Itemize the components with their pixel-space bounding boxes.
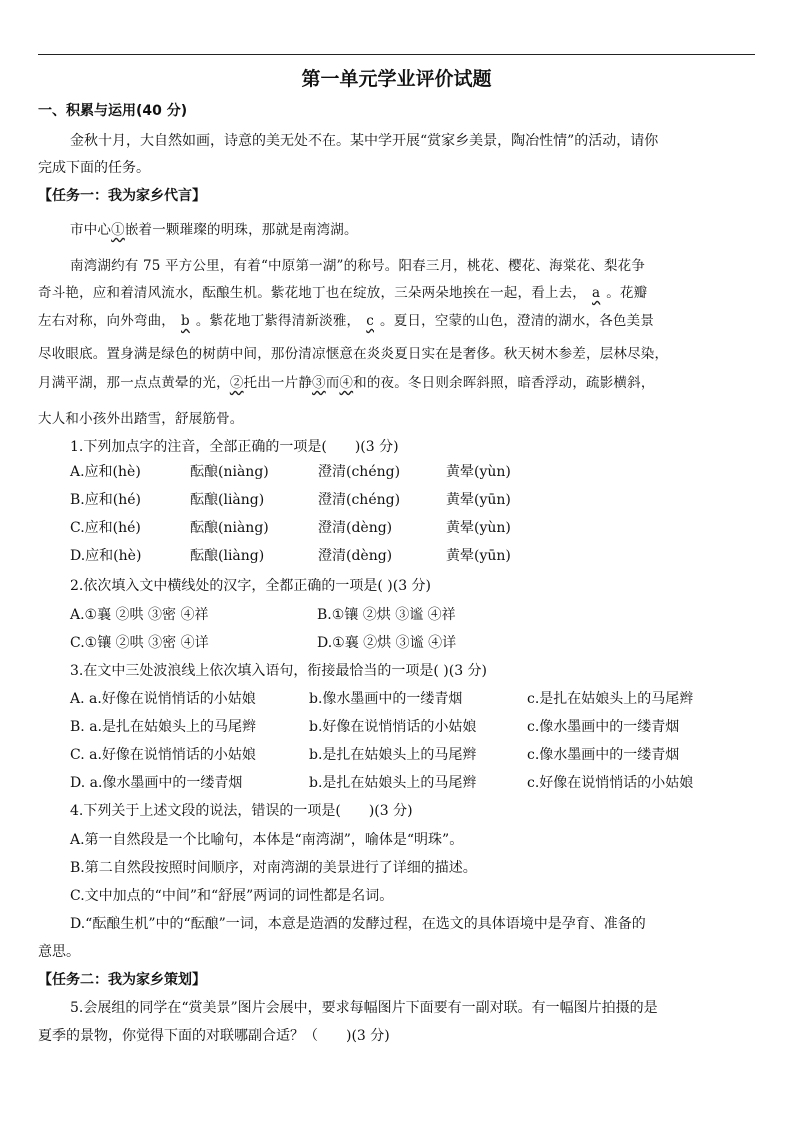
q1-option-b-2: 酝酿(liàng) [190,492,265,508]
q3-option-c-1: C. a.好像在说悄悄话的小姑娘 [70,747,256,763]
passage-line-3 [38,311,654,331]
q1-option-c-3: 澄清(dèng) [318,520,393,536]
question-1-stem: 1.下列加点字的注音，全部正确的一项是( )(3 分) [70,439,399,455]
q4-option-d-cont: 意思。 [38,944,80,960]
blank-marker: ③ [312,375,326,391]
section-heading: 一、积累与运用(40 分) [38,103,188,119]
q3-option-d-3: c.好像在说悄悄话的小姑娘 [527,775,694,791]
page-title: 第一单元学业评价试题 [301,68,492,90]
q3-option-c-3: c.像水墨画中的一缕青烟 [527,747,680,763]
q3-option-c-2: b.是扎在姑娘头上的马尾辫 [309,747,477,763]
q1-option-b-4: 黄晕(yūn) [446,492,511,508]
blank-marker: ② [229,375,244,391]
question-2-stem: 2.依次填入文中横线处的汉字，全都正确的一项是( )(3 分) [70,578,432,594]
q1-option-b-3: 澄清(chéng) [318,492,401,508]
q1-option-c-1: C.应和(hé) [70,520,141,536]
q4-option-b: B.第二自然段按照时间顺序，对南湾湖的美景进行了详细的描述。 [70,860,477,876]
question-5-line-2: 夏季的景物，你觉得下面的对联哪副合适？（ )(3 分) [38,1028,390,1044]
intro-line-1: 金秋十月，大自然如画，诗意的美无处不在。某中学开展“赏家乡美景，陶冶性情”的活动，请你 [70,133,659,149]
task2-heading: 【任务二：我为家乡策划】 [38,972,206,988]
question-3-stem: 3.在文中三处波浪线上依次填入语句，衔接最恰当的一项是( )(3 分) [70,663,488,679]
q1-option-d-3: 澄清(dèng) [318,548,393,564]
blank-marker: ① [111,222,125,238]
q3-option-b-3: c.像水墨画中的一缕青烟 [527,719,680,735]
passage-text: 。夏日，空蒙的山色，澄清的湖水，各色美景 [380,313,655,329]
q3-option-b-2: b.好像在说悄悄话的小姑娘 [309,719,477,735]
passage-text: 而 [325,375,340,391]
q4-option-d: D.“酝酿生机”中的“酝酿”一词，本意是造酒的发酵过程，在选文的具体语境中是孕育、准备的 [70,916,646,932]
passage-line-1: 南湾湖约有 75 平方公里，有着“中原第一湖”的称号。阳春三月，桃花、樱花、海棠花、梨花争 [70,258,646,274]
question-5-line-1: 5.会展组的同学在“赏美景”图片会展中，要求每幅图片下面要有一副对联。有一幅图片拍摄的是 [70,1000,658,1016]
q3-option-a-2: b.像水墨画中的一缕青烟 [309,691,463,707]
q4-option-a: A.第一自然段是一个比喻句，本体是“南湾湖”，喻体是“明珠”。 [70,832,464,848]
q3-option-b-1: B. a.是扎在姑娘头上的马尾辫 [70,719,256,735]
q1-option-c-2: 酝酿(niàng) [190,520,269,536]
q2-option-a: A.①襄 ②哄 ③密 ④祥 [70,607,209,623]
passage-text: 。紫花地丁紫得清新淡雅， [195,313,361,329]
q2-option-c: C.①镶 ②哄 ③密 ④详 [70,635,209,651]
passage-line-4: 尽收眼底。置身满是绿色的树荫中间，那份清凉惬意在炎炎夏日实在是奢侈。秋天树木参差，层林尽染， [38,346,669,362]
q3-option-d-1: D. a.像水墨画中的一缕青烟 [70,775,243,791]
q1-option-a-1: A.应和(hè) [70,464,141,480]
passage-text: 。花瓣 [606,285,648,301]
q3-option-d-2: b.是扎在姑娘头上的马尾辫 [309,775,477,791]
passage-line-6: 大人和小孩外出踏雪，舒展筋骨。 [38,411,244,427]
passage-para-1 [70,220,358,240]
q1-option-d-1: D.应和(hè) [70,548,142,564]
intro-line-2: 完成下面的任务。 [38,160,150,176]
header-rule [38,54,755,55]
q1-option-d-2: 酝酿(liàng) [190,548,265,564]
passage-text: 左右对称，向外弯曲， [38,313,175,329]
wavy-blank-c: c [366,313,375,329]
wavy-blank-b: b [181,313,190,329]
passage-text: 和的夜。冬日则余晖斜照，暗香浮动，疏影横斜， [353,375,655,391]
passage-line-5 [38,373,655,393]
passage-line-2 [38,283,647,303]
q2-option-d: D.①襄 ②烘 ③谧 ④详 [317,635,457,651]
q1-option-d-4: 黄晕(yūn) [446,548,511,564]
q3-option-a-3: c.是扎在姑娘头上的马尾辫 [527,691,694,707]
q1-option-c-4: 黄晕(yùn) [446,520,511,536]
passage-text: 月满平湖，那一点点黄晕的光， [38,375,230,391]
task1-heading: 【任务一：我为家乡代言】 [38,188,206,204]
q4-option-c: C.文中加点的“中间”和“舒展”两词的词性都是名词。 [70,888,394,904]
q1-option-a-2: 酝酿(niàng) [190,464,269,480]
passage-text: 嵌着一颗璀璨的明珠，那就是南湾湖。 [124,222,358,238]
passage-text: 托出一片静 [243,375,313,391]
blank-marker: ④ [339,375,354,391]
question-4-stem: 4.下列关于上述文段的说法，错误的一项是( )(3 分) [70,803,413,819]
q3-option-a-1: A. a.好像在说悄悄话的小姑娘 [70,691,256,707]
q2-option-b: B.①镶 ②烘 ③谧 ④祥 [317,607,456,623]
passage-text: 市中心 [70,222,112,238]
q1-option-a-3: 澄清(chéng) [318,464,401,480]
wavy-blank-a: a [592,285,601,301]
q1-option-a-4: 黄晕(yùn) [446,464,511,480]
q1-option-b-1: B.应和(hé) [70,492,141,508]
passage-text: 奇斗艳，应和着清风流水，酝酿生机。紫花地丁也在绽放，三朵两朵地挨在一起，看上去， [38,285,586,301]
